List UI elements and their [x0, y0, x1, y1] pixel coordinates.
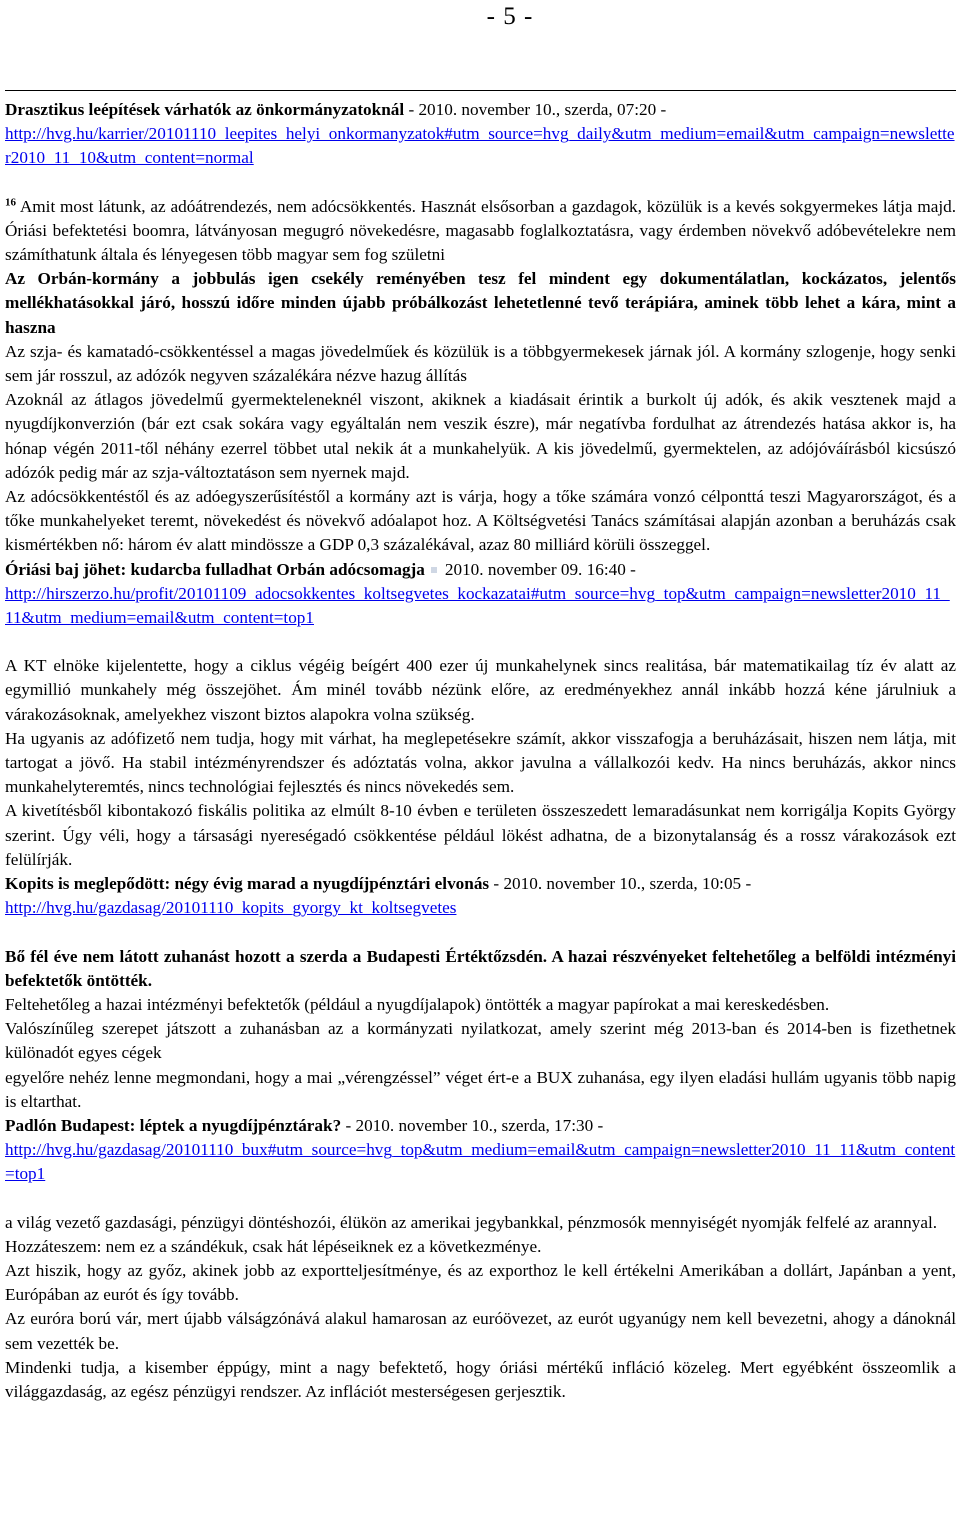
paragraph: Mindenki tudja, a kisember éppúgy, mint a nagy befektető, hogy óriási mértékű infláció közeleg. Mert egyébként összeomlik a világgazdaság, az egész pénzügyi rendszer. Az inflációt mesterségesen gerjesztik.: [5, 1357, 956, 1401]
article-link[interactable]: http://hvg.hu/karrier/20101110_leepites_helyi_onkormanyzatok#utm_source=hvg_daily&utm_medium=email&utm_campaign=newsletter2010_11_10&utm_content=normal: [5, 124, 955, 168]
article-title: Óriási baj jöhet: kudarcba fulladhat Orbán adócsomagja: [5, 559, 425, 579]
article-meta: - 2010. november 10., szerda, 10:05 -: [489, 874, 752, 894]
paragraph: Az euróra ború vár, mert újabb válságzónává alakul hamarosan az euróövezet, az eurót ugyanúgy nem kell bevezetni, ahogy a dánoknál sem vezették be.: [5, 1309, 956, 1353]
page-number: - 5 -: [486, 3, 534, 30]
paragraph: Ha ugyanis az adófizető nem tudja, hogy mit várhat, ha meglepetésekre számít, akkor visszafogja a beruházásait, hiszen nem látja, mit tartogat a jövő. Ha stabil intézményrendszer és adóztatás volna, akkor javulna a vállalkozói kedv. Ha nincs beruházás, akkor nincs munkahelyteremtés, nincs technológiai fejlesztés és nincs növekedés sem.: [5, 728, 956, 797]
paragraph: Feltehetőleg a hazai intézményi befektetők (például a nyugdíjalapok) öntötték a magyar papírokat a mai kereskedésben.: [5, 994, 830, 1014]
paragraph: A KT elnöke kijelentette, hogy a ciklus végéig beígért 400 ezer új munkahelynek sincs realitása, bár matematikailag tíz év alatt az egymillió munkahely még összejöhet. Ám minél tovább nézünk előre, az eredményekhez annál inkább hozzá kéne járulniuk a várakozásoknak, amelyekhez viszont biztos alapokra volna szükség.: [5, 656, 956, 724]
article-meta: - 2010. november 10., szerda, 07:20 -: [404, 100, 667, 119]
article-title: Kopits is meglepődött: négy évig marad a nyugdíjpénztári elvonás: [5, 874, 490, 894]
article-title: Drasztikus leépítések várhatók az önkormányzatoknál: [5, 100, 405, 119]
paragraph: [5, 195, 956, 268]
paragraph: A kivetítésből kibontakozó fiskális politika az elmúlt 8-10 évben e területen összeszedett lemaradásunkat nem korrigálja Kopits György szerint. Úgy véli, hogy a társasági nyereségadó csökkentése például lökést adhatna, de a bizonytalanság és a rossz várakozások ezt felülírják.: [5, 801, 956, 869]
article-heading: [5, 98, 956, 171]
paragraph: Hozzáteszem: nem ez a szándékuk, csak hát lépéseiknek ez a következménye.: [5, 1236, 542, 1256]
paragraph: Azt hiszik, hogy az győz, akinek jobb az exportteljesítménye, és az exporthoz le kell értékelni Amerikában a dollárt, Japánban a yent, Európában az eurót és így tovább.: [5, 1260, 956, 1305]
paragraph-text: Az Orbán-kormány a jobbulás igen csekély reményében tesz fel mindent egy dokumentálatlan, kockázatos, jelentős mellékhatásokkal járó, hosszú időre minden újabb próbálkozást lehetetlenné tevő terápiára, aminek több lehet a kára, mint a haszna: [5, 269, 956, 337]
article-meta: 2010. november 09. 16:40 -: [444, 559, 636, 579]
paragraph-text: Bő fél éve nem látott zuhanást hozott a szerda a Budapesti Értéktőzsdén. A hazai részvényeket feltehetőleg a belföldi intézményi befektetők öntötték.: [5, 946, 956, 990]
article-link[interactable]: http://hirszerzo.hu/profit/20101109_adocsokkentes_koltsegvetes_kockazatai#utm_source=hvg_top&utm_campaign=newsletter2010_11_11&utm_medium=email&utm_content=top1: [5, 583, 950, 628]
article-heading: [5, 1114, 956, 1187]
paragraph-bold: [5, 267, 956, 340]
article-heading: [5, 558, 956, 631]
paragraph: Az adócsökkentéstől és az adóegyszerűsítéstől a kormány azt is várja, hogy a tőke számára vonzó célponttá teszi Magyarországot, és a tőke munkahelyeket teremt, növekedést és növekvő adóalapot hoz. A Költségvetési Tanács számításai alapján azonban a beruházás csak kismértékben nő: három év alatt mindössze a GDP 0,3 százalékával, azaz 80 milliárd körüli összeggel.: [5, 487, 956, 555]
article-title: Padlón Budapest: léptek a nyugdíjpénztárak?: [5, 1115, 342, 1135]
paragraph: a világ vezető gazdasági, pénzügyi döntéshozói, élükön az amerikai jegybankkal, pénzmosók mennyiségét nyomják felfelé az arannyal.: [5, 1212, 938, 1232]
article-meta: - 2010. november 10., szerda, 17:30 -: [341, 1115, 604, 1135]
header-rule: [5, 90, 956, 91]
article-heading: [5, 872, 956, 920]
document-body: [5, 98, 956, 1404]
article-link[interactable]: http://hvg.hu/gazdasag/20101110_bux#utm_source=hvg_top&utm_medium=email&utm_campaign=newsletter2010_11_11&utm_content=top1: [5, 1140, 956, 1184]
footnote-marker: 16: [5, 195, 16, 208]
paragraph-bold: [5, 945, 956, 993]
paragraph: Azoknál az átlagos jövedelmű gyermekteleneknél viszont, akiknek a kiadásait érintik a burkolt új adók, és akik vesztenek majd a nyugdíjkonverzión (bár ezt csak sokára vagy egyáltalán nem veszik észre), már negatívba fordulhat az átrendezés hatása akkor is, ha hónap végén 2011-től néhány ezerrel többet utal nekik át a munkahelyük. A kis jövedelmű, gyermektelen, az adójóváírásból kicsúszó adózók pedig már az szja-változtatáson sem nyernek majd.: [5, 390, 956, 482]
paragraph: Az szja- és kamatadó-csökkentéssel a magas jövedelműek és közülük is a többgyermekesek járnak jól. A kormány szlogenje, hogy senki sem jár rosszul, az adózók negyven százalékára nézve hazug állítás: [5, 341, 956, 386]
paragraph: egyelőre nehéz lenne megmondani, hogy a mai „vérengzéssel” véget ért-e a BUX zuhanása, egy ilyen eladási hullám ugyanis több napig is eltarthat.: [5, 1067, 956, 1111]
bullet-icon: [431, 567, 437, 573]
article-link[interactable]: http://hvg.hu/gazdasag/20101110_kopits_gyorgy_kt_koltsegvetes: [5, 898, 457, 918]
paragraph-text: Amit most látunk, az adóátrendezés, nem adócsökkentés. Hasznát elsősorban a gazdagok, közülük is a kevés sokgyermekes látja majd. Óriási befektetési boomra, látványosan megugró növekedésre, magasabb foglalkoztatásra, vagy érdemben növekvő adóbevételekre nem számíthatunk általa és lényegesen több magyar sem fog születni: [5, 196, 956, 265]
paragraph: Valószínűleg szerepet játszott a zuhanásban az a kormányzati nyilatkozat, amely szerint még 2013-ban és 2014-ben is fizethetnek különadót egyes cégek: [5, 1019, 956, 1063]
